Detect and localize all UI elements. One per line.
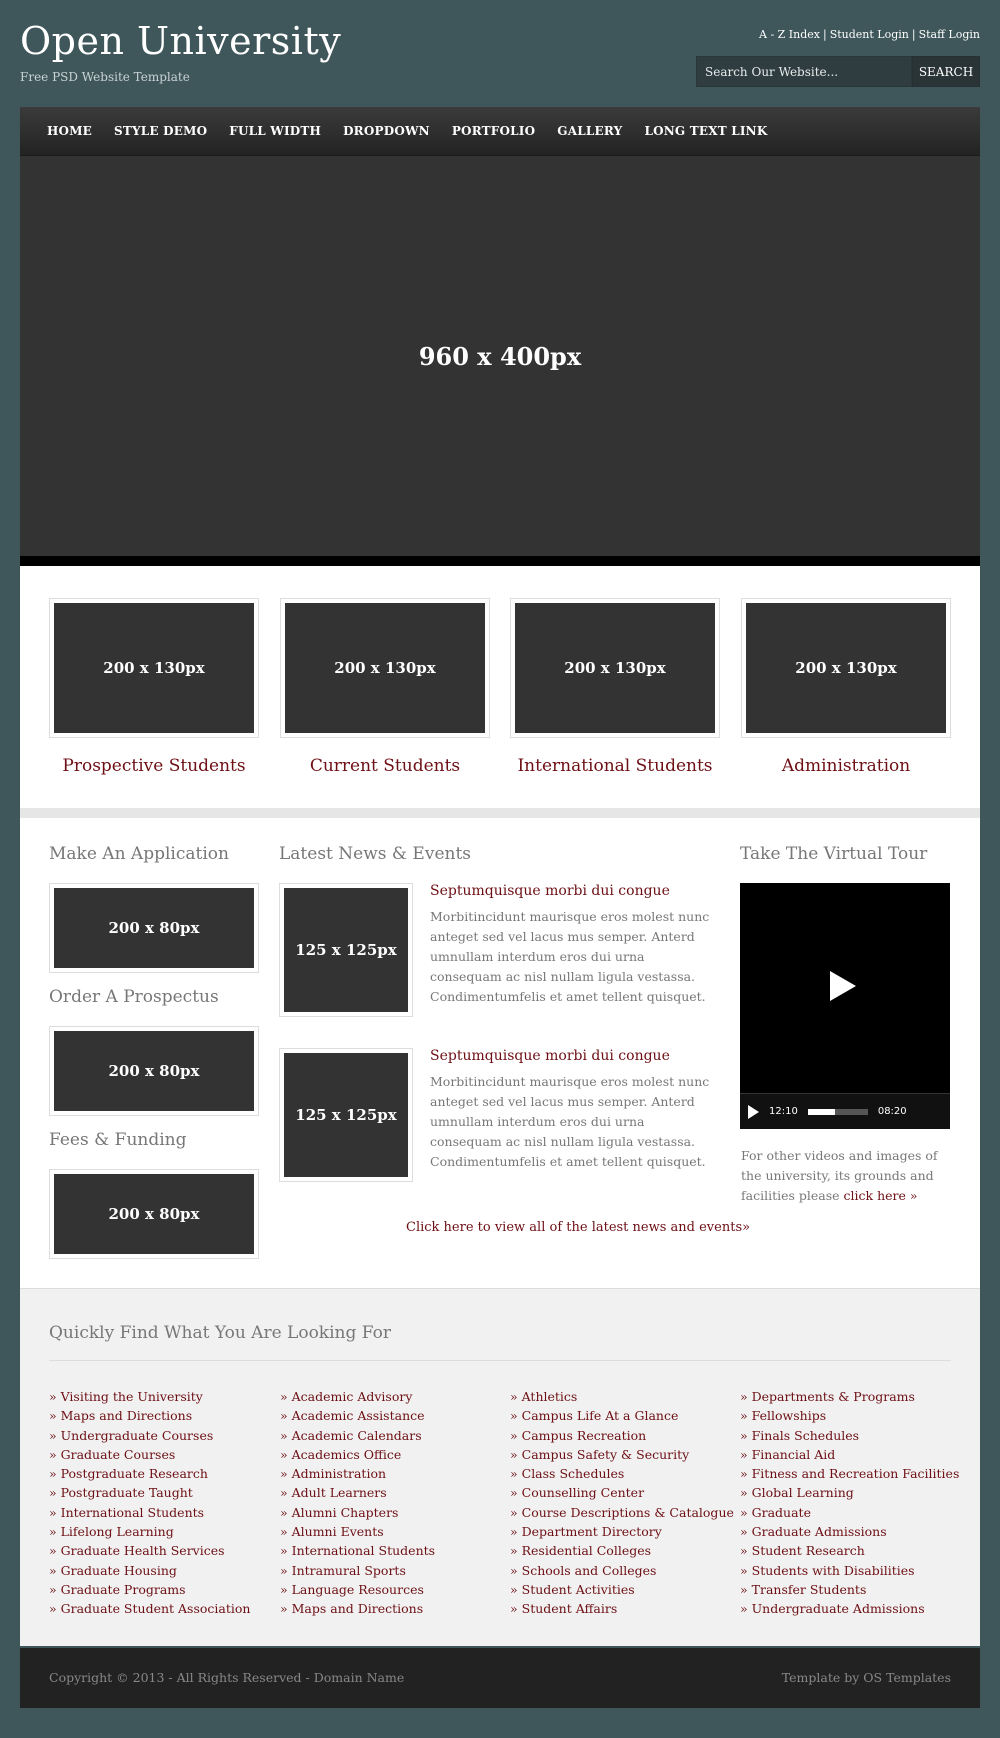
feature-thumb-frame[interactable] bbox=[741, 598, 951, 738]
quick-link[interactable]: » Graduate Admissions bbox=[740, 1522, 959, 1541]
nav-home[interactable]: HOME bbox=[47, 124, 93, 138]
search-form bbox=[696, 56, 980, 87]
quick-link[interactable]: » Undergraduate Admissions bbox=[740, 1599, 959, 1618]
quick-link[interactable]: » Finals Schedules bbox=[740, 1426, 959, 1445]
quick-link[interactable]: » Language Resources bbox=[280, 1580, 435, 1599]
feature-thumb-frame[interactable] bbox=[510, 598, 720, 738]
news-title[interactable]: Septumquisque morbi dui congue bbox=[430, 883, 670, 899]
footer-copyright: Copyright © 2013 - All Rights Reserved - Domain Name bbox=[49, 1670, 405, 1685]
quick-link[interactable]: » Fellowships bbox=[740, 1406, 959, 1425]
quick-link[interactable]: » Postgraduate Taught bbox=[49, 1483, 250, 1502]
nav-full-width[interactable]: FULL WIDTH bbox=[229, 124, 322, 138]
quick-link[interactable]: » Fitness and Recreation Facilities bbox=[740, 1464, 959, 1483]
quick-link[interactable]: » Maps and Directions bbox=[49, 1406, 250, 1425]
az-index-link[interactable]: A - Z Index bbox=[759, 28, 820, 41]
video-total-time: 08:20 bbox=[877, 1106, 907, 1117]
section-divider bbox=[20, 808, 980, 818]
quick-link[interactable]: » Course Descriptions & Catalogue bbox=[510, 1503, 734, 1522]
quick-link[interactable]: » Campus Life At a Glance bbox=[510, 1406, 734, 1425]
quick-links-divider bbox=[49, 1360, 951, 1361]
news-heading: Latest News & Events bbox=[279, 844, 472, 864]
logo-title[interactable]: Open University bbox=[20, 19, 342, 63]
feature-thumb[interactable]: 200 x 130px bbox=[285, 603, 485, 733]
feature-thumb[interactable]: 200 x 130px bbox=[746, 603, 946, 733]
quick-link[interactable]: » Graduate bbox=[740, 1503, 959, 1522]
quick-link[interactable]: » Lifelong Learning bbox=[49, 1522, 250, 1541]
news-item bbox=[279, 1048, 709, 1188]
fees-heading: Fees & Funding bbox=[49, 1130, 187, 1150]
quick-links-section bbox=[20, 1288, 980, 1646]
application-heading: Make An Application bbox=[49, 844, 229, 864]
quick-link[interactable]: » Student Activities bbox=[510, 1580, 734, 1599]
news-thumb-frame[interactable] bbox=[279, 1048, 413, 1182]
news-thumb[interactable]: 125 x 125px bbox=[284, 888, 408, 1012]
feature-title[interactable]: Current Students bbox=[309, 756, 461, 776]
news-title[interactable]: Septumquisque morbi dui congue bbox=[430, 1048, 670, 1064]
top-links: A - Z Index | Student Login | Staff Login bbox=[759, 28, 980, 41]
quick-link[interactable]: » Academic Assistance bbox=[280, 1406, 435, 1425]
video-progress-fill bbox=[808, 1109, 835, 1115]
fees-thumb-frame[interactable] bbox=[49, 1169, 259, 1259]
prospectus-heading: Order A Prospectus bbox=[49, 987, 219, 1007]
fees-thumb[interactable]: 200 x 80px bbox=[54, 1174, 254, 1254]
nav-long-text-link[interactable]: LONG TEXT LINK bbox=[644, 124, 768, 138]
quick-link[interactable]: » Graduate Courses bbox=[49, 1445, 250, 1464]
quick-link[interactable]: » Financial Aid bbox=[740, 1445, 959, 1464]
quick-link[interactable]: » Transfer Students bbox=[740, 1580, 959, 1599]
main-nav bbox=[20, 107, 980, 156]
quick-link[interactable]: » Academics Office bbox=[280, 1445, 435, 1464]
quick-link[interactable]: » International Students bbox=[280, 1541, 435, 1560]
nav-gallery[interactable]: GALLERY bbox=[557, 124, 623, 138]
quick-link[interactable]: » Visiting the University bbox=[49, 1387, 250, 1406]
feature-prospective[interactable] bbox=[49, 598, 259, 776]
quick-link[interactable]: » Undergraduate Courses bbox=[49, 1426, 250, 1445]
tour-click-here-link[interactable]: click here » bbox=[843, 1188, 918, 1203]
news-text bbox=[430, 1048, 715, 1172]
quick-link[interactable]: » Students with Disabilities bbox=[740, 1561, 959, 1580]
quick-link[interactable]: » Campus Safety & Security bbox=[510, 1445, 734, 1464]
quick-link[interactable]: » Global Learning bbox=[740, 1483, 959, 1502]
news-body: Morbitincidunt maurisque eros molest nunc anteget sed vel lacus mus semper. Anterd umnullam interdum eros dui urna consequam ac nisl nullam ligula vestassa. Condimentumfelis et amet tellent quisquet. bbox=[430, 1074, 710, 1169]
quick-links-column-3 bbox=[510, 1387, 734, 1619]
news-thumb-frame[interactable] bbox=[279, 883, 413, 1017]
quick-link[interactable]: » Class Schedules bbox=[510, 1464, 734, 1483]
video-current-time: 12:10 bbox=[769, 1106, 798, 1117]
footer-credit-link[interactable]: Template by OS Templates bbox=[781, 1670, 951, 1685]
quick-link[interactable]: » Maps and Directions bbox=[280, 1599, 435, 1618]
quick-link[interactable]: » Alumni Chapters bbox=[280, 1503, 435, 1522]
feature-international[interactable] bbox=[510, 598, 720, 776]
control-play-icon[interactable] bbox=[748, 1105, 759, 1119]
news-thumb[interactable]: 125 x 125px bbox=[284, 1053, 408, 1177]
video-player[interactable] bbox=[740, 883, 950, 1129]
footer bbox=[20, 1648, 980, 1708]
quick-link[interactable]: » Campus Recreation bbox=[510, 1426, 734, 1445]
quick-link[interactable]: » Postgraduate Research bbox=[49, 1464, 250, 1483]
feature-title[interactable]: Prospective Students bbox=[62, 756, 246, 776]
hero-bottom-bar bbox=[20, 556, 980, 566]
quick-link[interactable]: » Schools and Colleges bbox=[510, 1561, 734, 1580]
quick-link[interactable]: » Athletics bbox=[510, 1387, 734, 1406]
prospectus-thumb[interactable]: 200 x 80px bbox=[54, 1031, 254, 1111]
play-icon[interactable] bbox=[830, 971, 856, 1001]
staff-login-link[interactable]: Staff Login bbox=[918, 28, 980, 41]
feature-title[interactable]: International Students bbox=[517, 756, 713, 776]
feature-title[interactable]: Administration bbox=[781, 756, 911, 776]
quick-link[interactable]: » Graduate Health Services bbox=[49, 1541, 250, 1560]
application-thumb[interactable]: 200 x 80px bbox=[54, 888, 254, 968]
hero-label: 960 x 400px bbox=[418, 341, 582, 371]
nav-dropdown[interactable]: DROPDOWN bbox=[343, 124, 430, 138]
feature-thumb-frame[interactable] bbox=[280, 598, 490, 738]
hero-banner bbox=[20, 156, 980, 556]
logo[interactable] bbox=[20, 19, 342, 84]
student-login-link[interactable]: Student Login bbox=[829, 28, 909, 41]
quick-link[interactable]: » Residential Colleges bbox=[510, 1541, 734, 1560]
quick-link[interactable]: » Intramural Sports bbox=[280, 1561, 435, 1580]
quick-links-column-2 bbox=[280, 1387, 435, 1619]
tour-heading: Take The Virtual Tour bbox=[740, 844, 928, 864]
main-content bbox=[20, 566, 980, 1288]
quick-links-heading: Quickly Find What You Are Looking For bbox=[49, 1323, 392, 1343]
quick-link[interactable]: » Academic Advisory bbox=[280, 1387, 435, 1406]
quick-link[interactable]: » International Students bbox=[49, 1503, 250, 1522]
feature-thumb-frame[interactable] bbox=[49, 598, 259, 738]
header bbox=[20, 0, 980, 107]
news-body: Morbitincidunt maurisque eros molest nunc anteget sed vel lacus mus semper. Anterd umnullam interdum eros dui urna consequam ac nisl nullam ligula vestassa. Condimentumfelis et amet tellent quisquet. bbox=[430, 909, 710, 1004]
quick-link[interactable]: » Counselling Center bbox=[510, 1483, 734, 1502]
video-progress-track[interactable] bbox=[808, 1109, 868, 1115]
feature-administration[interactable] bbox=[741, 598, 951, 776]
feature-row bbox=[49, 598, 953, 778]
quick-link[interactable]: » Alumni Events bbox=[280, 1522, 435, 1541]
quick-links-column-4 bbox=[740, 1387, 959, 1619]
logo-subtitle: Free PSD Website Template bbox=[20, 70, 190, 84]
news-text bbox=[430, 883, 715, 1007]
quick-link[interactable]: » Graduate Housing bbox=[49, 1561, 250, 1580]
video-controls bbox=[740, 1093, 950, 1129]
application-thumb-frame[interactable] bbox=[49, 883, 259, 973]
feature-thumb[interactable]: 200 x 130px bbox=[54, 603, 254, 733]
search-input[interactable] bbox=[696, 56, 912, 87]
quick-link[interactable]: » Graduate Programs bbox=[49, 1580, 250, 1599]
tour-description: For other videos and images of the university, its grounds and facilities please bbox=[741, 1148, 938, 1203]
quick-link[interactable]: » Departments & Programs bbox=[740, 1387, 959, 1406]
quick-link[interactable]: » Administration bbox=[280, 1464, 435, 1483]
quick-link[interactable]: » Academic Calendars bbox=[280, 1426, 435, 1445]
tour-text bbox=[741, 1146, 951, 1206]
nav-style-demo[interactable]: STYLE DEMO bbox=[114, 124, 208, 138]
quick-link[interactable]: » Graduate Student Association bbox=[49, 1599, 250, 1618]
news-item bbox=[279, 883, 709, 1023]
quick-link[interactable]: » Student Affairs bbox=[510, 1599, 734, 1618]
nav-portfolio[interactable]: PORTFOLIO bbox=[451, 124, 536, 138]
quick-link[interactable]: » Department Directory bbox=[510, 1522, 734, 1541]
search-button[interactable]: SEARCH bbox=[912, 56, 980, 87]
all-news-link[interactable]: Click here to view all of the latest news and events» bbox=[406, 1220, 751, 1235]
feature-current[interactable] bbox=[280, 598, 490, 776]
prospectus-thumb-frame[interactable] bbox=[49, 1026, 259, 1116]
quick-link[interactable]: » Student Research bbox=[740, 1541, 959, 1560]
quick-link[interactable]: » Adult Learners bbox=[280, 1483, 435, 1502]
quick-links-column-1 bbox=[49, 1387, 250, 1619]
feature-thumb[interactable]: 200 x 130px bbox=[515, 603, 715, 733]
